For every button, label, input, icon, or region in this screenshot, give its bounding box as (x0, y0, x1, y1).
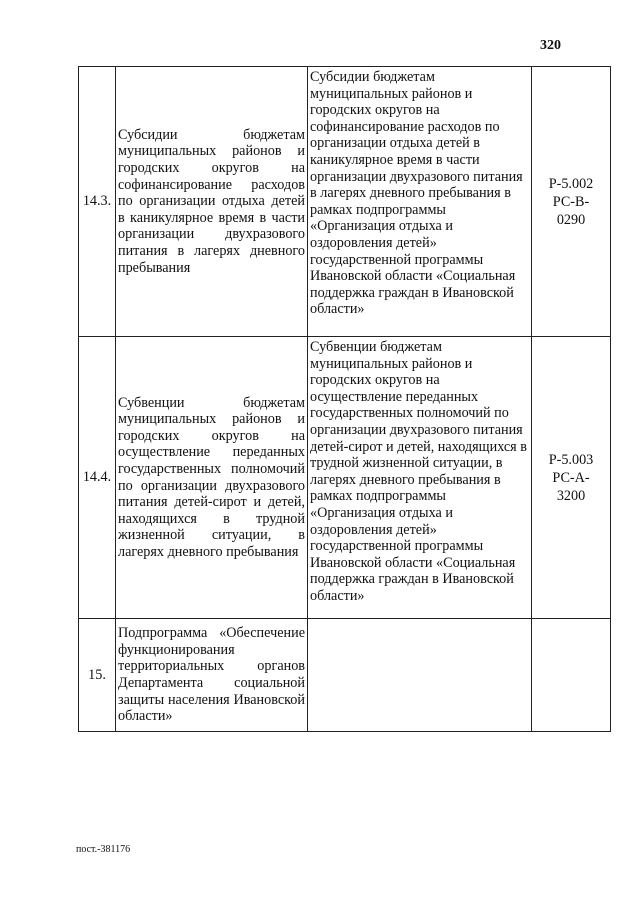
row-name: Субсидии бюджетам муниципальных районов и городских округов на софинансирование расходов по организации отдыха детей в каникулярное время в части организации двухразового питания в лагерях дневного пребывания (116, 67, 308, 337)
row-description: Субсидии бюджетам муниципальных районов и городских округов на софинансирование расходов по организации отдыха детей в каникулярное время в части организации двухразового питания в лагерях дневного пребывания в рамках подпрограммы «Организация отдыха и оздоровления детей» государственной программы Ивановской области «Социальная поддержка граждан в Ивановской области» (308, 67, 532, 337)
footer-note: пост.-381176 (76, 844, 131, 855)
row-number: 15. (79, 619, 116, 732)
row-description (308, 619, 532, 732)
table-row (79, 67, 611, 337)
code-line: Р-5.002 (548, 175, 594, 192)
code-line: 0290 (556, 211, 586, 228)
row-name: Субвенции бюджетам муниципальных районов и городских округов на осуществление переданных государственных полномочий по организации двухразового питания детей-сирот и детей, находящихся в трудной жизненной ситуации, в лагерях дневного пребывания (116, 337, 308, 619)
page-number: 320 (540, 38, 561, 53)
row-code (532, 67, 611, 337)
code-line: 3200 (556, 487, 586, 504)
row-name: Подпрограмма «Обеспечение функционирования территориальных органов Департамента социальной защиты населения Ивановской области» (116, 619, 308, 732)
row-code (532, 619, 611, 732)
code-line: РС-В- (552, 193, 590, 210)
table-row (79, 619, 611, 732)
row-number: 14.4. (79, 337, 116, 619)
code-line: РС-А- (552, 469, 590, 486)
row-code (532, 337, 611, 619)
budget-table (78, 66, 611, 732)
table-row (79, 337, 611, 619)
row-number: 14.3. (79, 67, 116, 337)
code-line: Р-5.003 (548, 451, 594, 468)
row-description: Субвенции бюджетам муниципальных районов и городских округов на осуществление переданных государственных полномочий по организации двухразового питания детей-сирот и детей, находящихся в трудной жизненной ситуации, в лагерях дневного пребывания в рамках подпрограммы «Организация отдыха и оздоровления детей» государственной программы Ивановской области «Социальная поддержка граждан в Ивановской области» (308, 337, 532, 619)
